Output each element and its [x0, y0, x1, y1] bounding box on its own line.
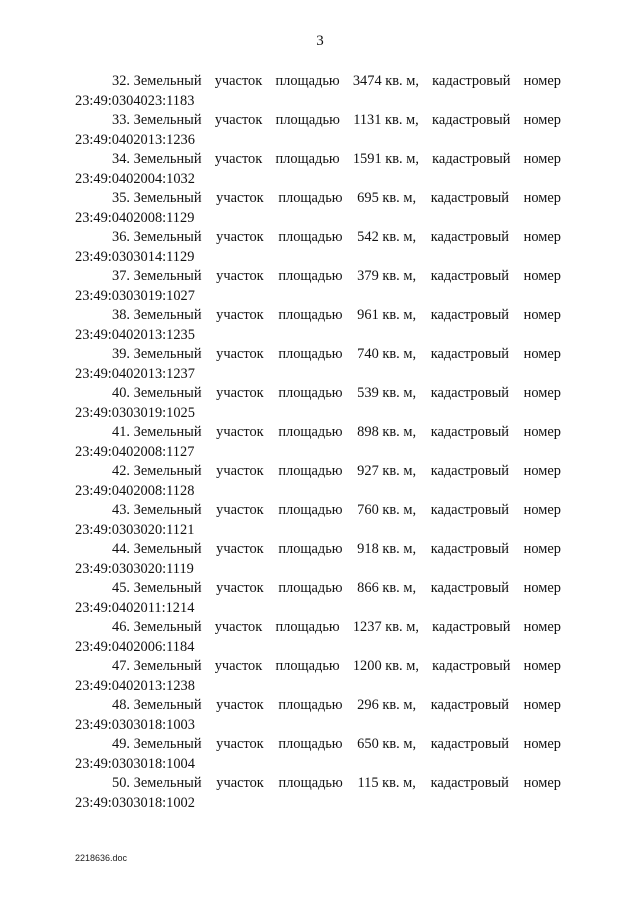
- entry-description-line: [75, 72, 561, 92]
- word-area-label: площадью: [278, 346, 343, 362]
- plot-area: 650 кв. м,: [357, 736, 417, 752]
- entry-description-line: [75, 462, 561, 482]
- word-area-label: площадью: [278, 307, 343, 323]
- land-plot-entry: [75, 189, 561, 228]
- entry-number-and-label: [112, 696, 202, 716]
- entry-number-and-label: [112, 111, 202, 131]
- word-area-label: площадью: [278, 268, 343, 284]
- word-plot: участок: [214, 151, 263, 167]
- land-plot-entry: [75, 72, 561, 111]
- cadastral-number: 23:49:0402011:1214: [75, 599, 195, 616]
- word-cadastral: кадастровый: [432, 73, 511, 89]
- word-plot: участок: [214, 112, 263, 128]
- plot-area: 740 кв. м,: [357, 346, 417, 362]
- word-number: номер: [523, 268, 561, 284]
- land-plot-entry: [75, 579, 561, 618]
- entry-number-and-label: [112, 384, 202, 404]
- entry-number: 49.: [112, 736, 130, 752]
- entry-number: 33.: [112, 112, 130, 128]
- word-cadastral: кадастровый: [430, 502, 509, 518]
- cadastral-number: 23:49:0303018:1004: [75, 755, 195, 772]
- entry-number-and-label: [112, 267, 202, 287]
- plot-area: 1591 кв. м,: [352, 151, 419, 167]
- plot-area: 542 кв. м,: [357, 229, 417, 245]
- entry-number: 35.: [112, 190, 130, 206]
- word-cadastral: кадастровый: [430, 736, 509, 752]
- word-plot: участок: [216, 502, 264, 518]
- entry-label: Земельный: [133, 580, 202, 596]
- entry-number: 37.: [112, 268, 130, 284]
- plot-area: 961 кв. м,: [357, 307, 417, 323]
- word-cadastral: кадастровый: [430, 385, 509, 401]
- entry-description-line: [75, 111, 561, 131]
- entry-number: 46.: [112, 619, 130, 635]
- entry-number-and-label: [112, 150, 202, 170]
- entry-number: 48.: [112, 697, 130, 713]
- entry-label: Земельный: [133, 658, 202, 674]
- plot-area: 695 кв. м,: [357, 190, 417, 206]
- word-plot: участок: [216, 541, 264, 557]
- land-plot-entry: [75, 696, 561, 735]
- entry-number: 44.: [112, 541, 130, 557]
- word-area-label: площадью: [278, 502, 343, 518]
- word-number: номер: [523, 151, 561, 167]
- entry-number-and-label: [112, 501, 202, 521]
- entry-label: Земельный: [133, 736, 202, 752]
- entry-number-and-label: [112, 423, 202, 443]
- entry-label: Земельный: [133, 151, 202, 167]
- word-plot: участок: [214, 658, 263, 674]
- cadastral-number: 23:49:0402013:1237: [75, 365, 195, 382]
- cadastral-number: 23:49:0402008:1127: [75, 443, 195, 460]
- word-area-label: площадью: [278, 463, 343, 479]
- cadastral-number: 23:49:0303014:1129: [75, 248, 195, 265]
- entry-description-line: [75, 657, 561, 677]
- entry-number: 36.: [112, 229, 130, 245]
- entry-number-and-label: [112, 189, 202, 209]
- word-number: номер: [523, 580, 561, 596]
- entry-number: 43.: [112, 502, 130, 518]
- word-number: номер: [523, 424, 561, 440]
- entry-description-line: [75, 345, 561, 365]
- word-cadastral: кадастровый: [432, 151, 511, 167]
- word-cadastral: кадастровый: [430, 580, 509, 596]
- entry-number-and-label: [112, 735, 202, 755]
- land-plot-entry: [75, 267, 561, 306]
- word-area-label: площадью: [275, 151, 340, 167]
- entry-description-line: [75, 306, 561, 326]
- cadastral-number: 23:49:0402008:1129: [75, 209, 195, 226]
- word-plot: участок: [216, 424, 264, 440]
- entry-number-and-label: [112, 345, 202, 365]
- entry-label: Земельный: [133, 190, 202, 206]
- cadastral-number: 23:49:0402006:1184: [75, 638, 195, 655]
- land-plot-entry: [75, 657, 561, 696]
- word-area-label: площадью: [278, 541, 343, 557]
- word-plot: участок: [216, 268, 264, 284]
- word-number: номер: [523, 73, 561, 89]
- word-plot: участок: [216, 463, 264, 479]
- land-plot-entry: [75, 150, 561, 189]
- entry-number-and-label: [112, 657, 202, 677]
- word-plot: участок: [216, 736, 264, 752]
- word-number: номер: [523, 307, 561, 323]
- word-area-label: площадью: [275, 112, 340, 128]
- entry-label: Земельный: [133, 463, 202, 479]
- entry-label: Земельный: [133, 346, 202, 362]
- word-plot: участок: [216, 190, 264, 206]
- cadastral-number: 23:49:0303019:1025: [75, 404, 195, 421]
- plot-area: 3474 кв. м,: [352, 73, 419, 89]
- land-plot-entry: [75, 462, 561, 501]
- entry-description-line: [75, 618, 561, 638]
- entry-description-line: [75, 774, 561, 794]
- land-plot-entry: [75, 228, 561, 267]
- plot-area: 898 кв. м,: [357, 424, 417, 440]
- word-plot: участок: [214, 619, 263, 635]
- entry-number-and-label: [112, 462, 202, 482]
- entry-description-line: [75, 228, 561, 248]
- entry-label: Земельный: [133, 775, 202, 791]
- land-plot-entry: [75, 735, 561, 774]
- word-cadastral: кадастровый: [430, 697, 509, 713]
- word-plot: участок: [216, 775, 264, 791]
- land-plot-entry: [75, 540, 561, 579]
- entry-label: Земельный: [133, 619, 202, 635]
- word-plot: участок: [216, 229, 264, 245]
- entry-number: 42.: [112, 463, 130, 479]
- word-area-label: площадью: [278, 190, 343, 206]
- plot-area: 1200 кв. м,: [352, 658, 419, 674]
- page-number: 3: [316, 33, 324, 49]
- cadastral-number: 23:49:0402013:1235: [75, 326, 195, 343]
- word-cadastral: кадастровый: [432, 112, 511, 128]
- entry-number-and-label: [112, 72, 202, 92]
- word-number: номер: [523, 502, 561, 518]
- word-cadastral: кадастровый: [430, 190, 509, 206]
- word-plot: участок: [214, 73, 263, 89]
- entry-description-line: [75, 579, 561, 599]
- entry-number-and-label: [112, 774, 202, 794]
- word-cadastral: кадастровый: [430, 268, 509, 284]
- entry-number-and-label: [112, 540, 202, 560]
- word-number: номер: [523, 658, 561, 674]
- entry-label: Земельный: [133, 385, 202, 401]
- land-plot-entry: [75, 618, 561, 657]
- word-number: номер: [523, 190, 561, 206]
- cadastral-number: 23:49:0303018:1003: [75, 716, 195, 733]
- plot-area: 927 кв. м,: [357, 463, 417, 479]
- word-number: номер: [523, 697, 561, 713]
- word-cadastral: кадастровый: [430, 229, 509, 245]
- land-plot-entry: [75, 111, 561, 150]
- plot-area: 296 кв. м,: [357, 697, 417, 713]
- entry-number: 34.: [112, 151, 130, 167]
- word-plot: участок: [216, 697, 264, 713]
- word-area-label: площадью: [278, 775, 343, 791]
- land-plot-entry: [75, 384, 561, 423]
- entry-description-line: [75, 735, 561, 755]
- entry-number: 50.: [112, 775, 130, 791]
- land-plot-entry: [75, 345, 561, 384]
- entry-label: Земельный: [133, 229, 202, 245]
- word-plot: участок: [216, 580, 264, 596]
- cadastral-number: 23:49:0303020:1121: [75, 521, 195, 538]
- cadastral-number: 23:49:0402013:1236: [75, 131, 195, 148]
- cadastral-number: 23:49:0303020:1119: [75, 560, 194, 577]
- word-number: номер: [523, 541, 561, 557]
- land-plot-list: [75, 72, 561, 813]
- land-plot-entry: [75, 306, 561, 345]
- word-area-label: площадью: [278, 580, 343, 596]
- word-cadastral: кадастровый: [430, 346, 509, 362]
- word-number: номер: [523, 229, 561, 245]
- entry-number-and-label: [112, 228, 202, 248]
- word-area-label: площадью: [275, 619, 340, 635]
- cadastral-number: 23:49:0303019:1027: [75, 287, 195, 304]
- entry-number: 32.: [112, 73, 130, 89]
- entry-number-and-label: [112, 579, 202, 599]
- word-plot: участок: [216, 346, 264, 362]
- word-area-label: площадью: [278, 697, 343, 713]
- word-number: номер: [523, 112, 561, 128]
- entry-number: 40.: [112, 385, 130, 401]
- entry-number: 38.: [112, 307, 130, 323]
- entry-description-line: [75, 150, 561, 170]
- entry-description-line: [75, 423, 561, 443]
- word-area-label: площадью: [278, 736, 343, 752]
- entry-label: Земельный: [133, 502, 202, 518]
- cadastral-number: 23:49:0402008:1128: [75, 482, 195, 499]
- entry-label: Земельный: [133, 307, 202, 323]
- entry-number: 39.: [112, 346, 130, 362]
- cadastral-number: 23:49:0402004:1032: [75, 170, 195, 187]
- cadastral-number: 23:49:0303018:1002: [75, 794, 195, 811]
- word-number: номер: [523, 463, 561, 479]
- entry-label: Земельный: [133, 424, 202, 440]
- land-plot-entry: [75, 774, 561, 813]
- entry-label: Земельный: [133, 112, 202, 128]
- plot-area: 1131 кв. м,: [353, 112, 419, 128]
- entry-description-line: [75, 696, 561, 716]
- plot-area: 539 кв. м,: [357, 385, 417, 401]
- word-area-label: площадью: [278, 385, 343, 401]
- cadastral-number: 23:49:0402013:1238: [75, 677, 195, 694]
- land-plot-entry: [75, 423, 561, 462]
- word-number: номер: [523, 775, 561, 791]
- word-number: номер: [523, 619, 561, 635]
- cadastral-number: 23:49:0304023:1183: [75, 92, 195, 109]
- entry-description-line: [75, 540, 561, 560]
- word-cadastral: кадастровый: [430, 463, 509, 479]
- word-plot: участок: [216, 307, 264, 323]
- plot-area: 379 кв. м,: [357, 268, 417, 284]
- word-cadastral: кадастровый: [432, 658, 511, 674]
- entry-label: Земельный: [133, 268, 202, 284]
- word-plot: участок: [216, 385, 264, 401]
- word-area-label: площадью: [278, 424, 343, 440]
- entry-number-and-label: [112, 618, 202, 638]
- entry-number: 41.: [112, 424, 130, 440]
- entry-description-line: [75, 501, 561, 521]
- entry-label: Земельный: [133, 73, 202, 89]
- document-filename: 2218636.doc: [75, 853, 128, 863]
- plot-area: 866 кв. м,: [357, 580, 417, 596]
- word-area-label: площадью: [275, 73, 340, 89]
- word-cadastral: кадастровый: [432, 619, 511, 635]
- plot-area: 115 кв. м,: [357, 775, 416, 791]
- entry-description-line: [75, 267, 561, 287]
- plot-area: 918 кв. м,: [357, 541, 417, 557]
- entry-label: Земельный: [133, 541, 202, 557]
- plot-area: 1237 кв. м,: [352, 619, 419, 635]
- word-cadastral: кадастровый: [430, 424, 509, 440]
- word-number: номер: [523, 385, 561, 401]
- plot-area: 760 кв. м,: [357, 502, 417, 518]
- entry-number: 45.: [112, 580, 130, 596]
- word-cadastral: кадастровый: [430, 775, 509, 791]
- entry-number-and-label: [112, 306, 202, 326]
- entry-description-line: [75, 384, 561, 404]
- word-area-label: площадью: [275, 658, 340, 674]
- entry-description-line: [75, 189, 561, 209]
- word-cadastral: кадастровый: [430, 541, 509, 557]
- entry-number: 47.: [112, 658, 130, 674]
- land-plot-entry: [75, 501, 561, 540]
- entry-label: Земельный: [133, 697, 202, 713]
- word-area-label: площадью: [278, 229, 343, 245]
- word-number: номер: [523, 736, 561, 752]
- word-cadastral: кадастровый: [430, 307, 509, 323]
- word-number: номер: [523, 346, 561, 362]
